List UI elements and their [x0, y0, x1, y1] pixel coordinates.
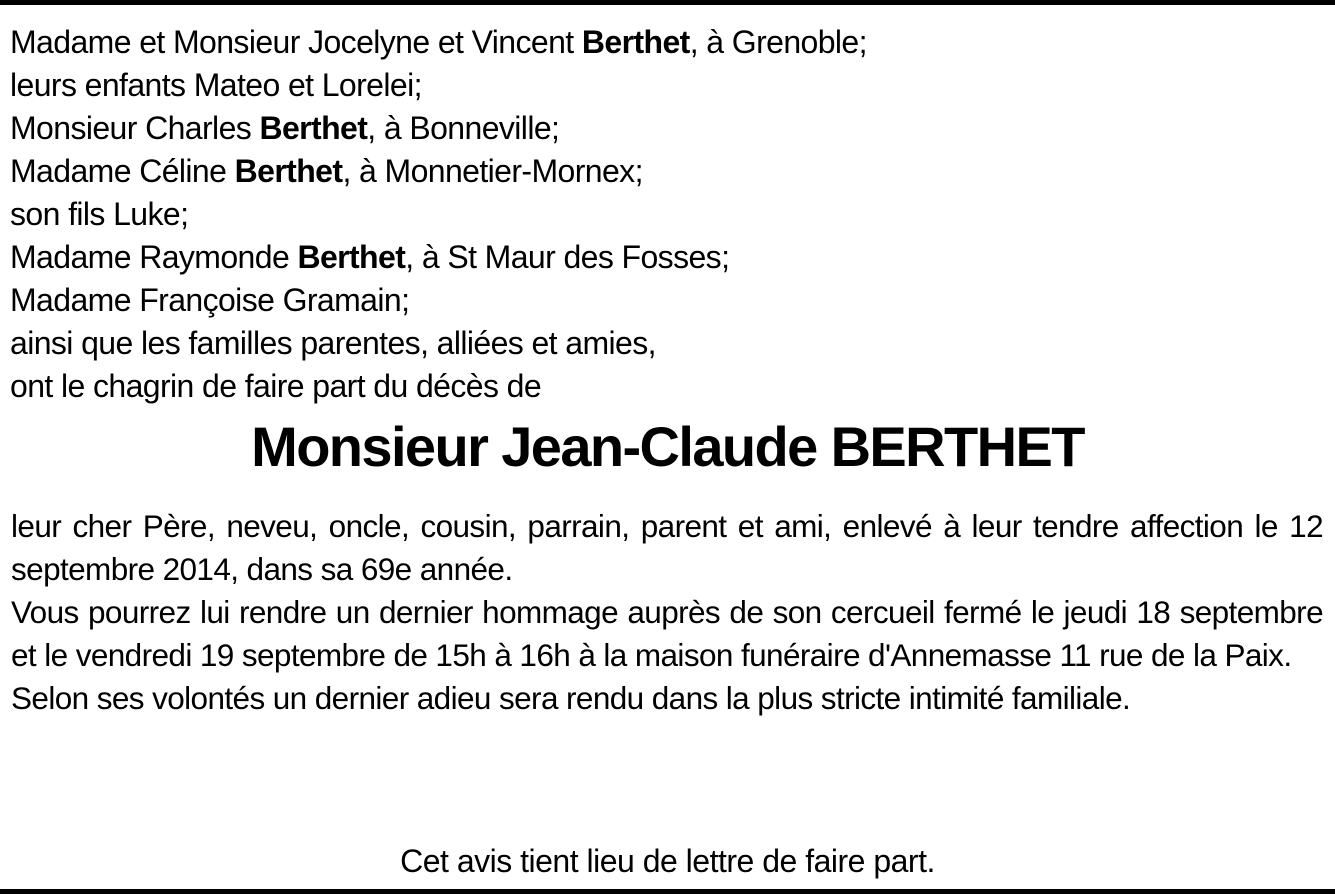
family-location: , à Grenoble; — [689, 24, 867, 60]
family-text: Madame et Monsieur Jocelyne et Vincent — [10, 24, 582, 60]
family-text: leurs enfants Mateo et Lorelei; — [10, 67, 422, 103]
family-text: Madame Céline — [10, 153, 235, 189]
family-text: Monsieur Charles — [10, 110, 260, 146]
body-paragraph: Selon ses volontés un dernier adieu sera rendu dans la plus stricte intimité familiale. — [11, 680, 1131, 716]
family-surname: Berthet — [297, 239, 406, 275]
family-line — [10, 365, 1310, 408]
family-text: ainsi que les familles parentes, alliées et amies, — [10, 325, 656, 361]
body-paragraph: Vous pourrez lui rendre un dernier hommage auprès de son cercueil fermé le jeudi 18 septembre et le vendredi 19 septembre de 15h à 16h à la maison funéraire d'Annemasse 11 rue de la Paix. — [11, 594, 1323, 673]
bottom-rule — [0, 889, 1335, 894]
top-rule — [0, 0, 1335, 5]
family-text: Madame Françoise Gramain; — [10, 282, 410, 318]
family-text: Madame Raymonde — [10, 239, 298, 275]
family-surname: Berthet — [581, 24, 690, 60]
family-location: , à Bonneville; — [367, 110, 560, 146]
family-line — [10, 107, 1310, 150]
family-line — [10, 193, 1310, 236]
family-line — [10, 150, 1310, 193]
family-line — [10, 21, 1310, 64]
family-location: , à Monnetier-Mornex; — [342, 153, 643, 189]
family-line — [10, 279, 1310, 322]
family-line — [10, 64, 1310, 107]
family-surname: Berthet — [259, 110, 368, 146]
announcement-body — [11, 505, 1323, 720]
family-line — [10, 236, 1310, 279]
body-paragraph: leur cher Père, neveu, oncle, cousin, parrain, parent et ami, enlevé à leur tendre affection le 12 septembre 2014, dans sa 69e année. — [11, 508, 1323, 587]
family-surname: Berthet — [234, 153, 343, 189]
family-text: ont le chagrin de faire part du décès de — [10, 368, 542, 404]
closing-note: Cet avis tient lieu de lettre de faire part. — [400, 843, 935, 879]
family-list — [10, 21, 1310, 408]
family-line — [10, 322, 1310, 365]
family-location: , à St Maur des Fosses; — [405, 239, 730, 275]
family-text: son fils Luke; — [10, 196, 189, 232]
deceased-name: Monsieur Jean-Claude BERTHET — [251, 415, 1084, 478]
